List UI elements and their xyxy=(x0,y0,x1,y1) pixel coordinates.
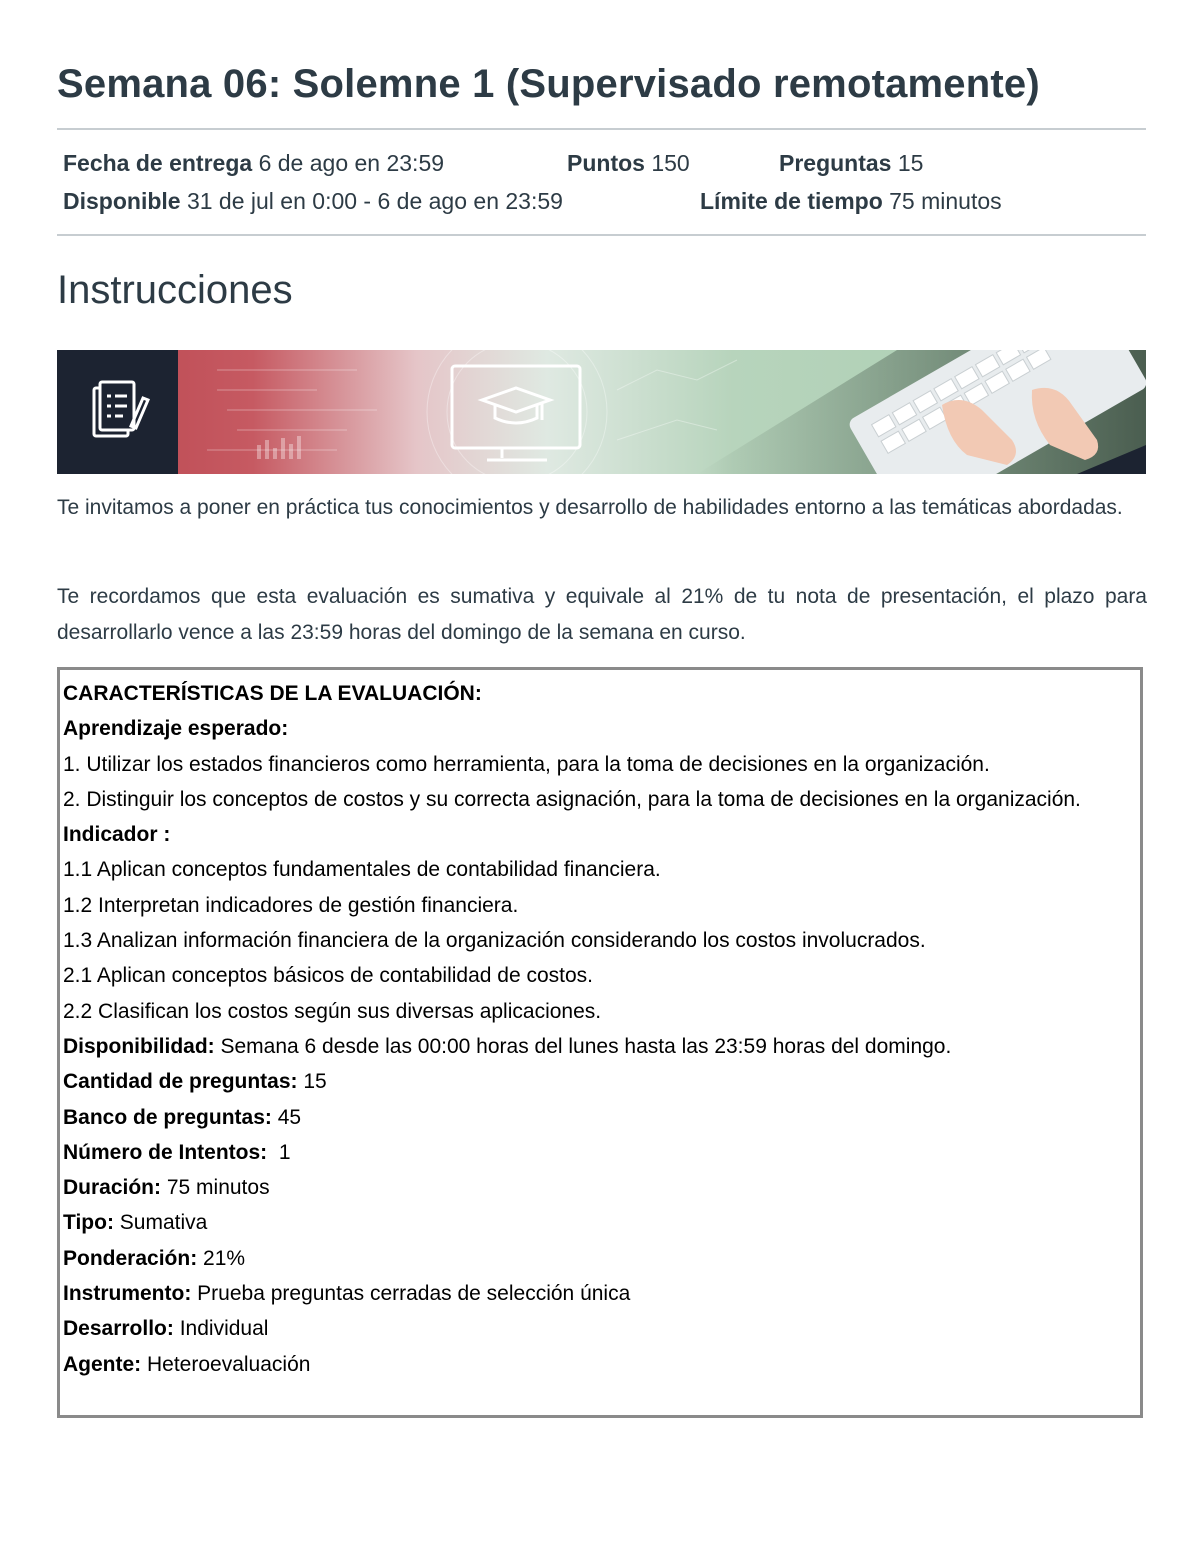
field-instrument xyxy=(63,1276,1134,1311)
field-value: Semana 6 desde las 00:00 horas del lunes hasta las 23:59 horas del domingo. xyxy=(214,1034,952,1058)
evaluation-characteristics-box xyxy=(57,667,1143,1418)
meta-divider xyxy=(57,234,1146,236)
field-value: Prueba preguntas cerradas de selección única xyxy=(191,1282,631,1306)
questions-value: 15 xyxy=(897,150,924,176)
field-question-bank xyxy=(63,1100,1134,1135)
banner-image xyxy=(57,350,1146,474)
field-type xyxy=(63,1205,1134,1240)
availability xyxy=(63,188,563,215)
field-availability xyxy=(63,1029,1134,1064)
indicator-item: 1.2 Interpretan indicadores de gestión financiera. xyxy=(63,893,519,917)
field-agent xyxy=(63,1347,1134,1382)
field-duration xyxy=(63,1170,1134,1205)
title-divider xyxy=(57,128,1146,130)
field-label: Número de Intentos: xyxy=(63,1140,268,1164)
points-value: 150 xyxy=(651,150,690,176)
card-heading xyxy=(63,676,1134,711)
indicator-item: 2.2 Clasifican los costos según sus diversas aplicaciones. xyxy=(63,999,602,1023)
time-limit-value: 75 minutos xyxy=(889,188,1002,214)
reminder-paragraph: Te recordamos que esta evaluación es sumativa y equivale al 21% de tu nota de presentación, el plazo para desarrollarlo vence a las 23:59 horas del domingo de la semana en curso. xyxy=(57,585,1147,644)
field-weighting xyxy=(63,1241,1134,1276)
field-value: Heteroevaluación xyxy=(141,1352,311,1376)
indicator-item: 1.1 Aplican conceptos fundamentales de contabilidad financiera. xyxy=(63,858,661,882)
instructions-heading: Instrucciones xyxy=(57,268,293,312)
field-label: Cantidad de preguntas: xyxy=(63,1070,298,1094)
indicator-label-text: Indicador : xyxy=(63,823,171,847)
points-label: Puntos xyxy=(567,150,645,176)
field-value: 1 xyxy=(267,1140,291,1164)
time-limit-label: Límite de tiempo xyxy=(700,188,883,214)
indicator-item: 2.1 Aplican conceptos básicos de contabilidad de costos. xyxy=(63,964,594,988)
points xyxy=(567,150,690,177)
field-label: Desarrollo: xyxy=(63,1317,174,1341)
learning-label xyxy=(63,711,1134,746)
due-date-label: Fecha de entrega xyxy=(63,150,253,176)
intro-paragraph: Te invitamos a poner en práctica tus conocimientos y desarrollo de habilidades entorno a las temáticas abordadas. xyxy=(57,496,1123,519)
field-label: Banco de preguntas: xyxy=(63,1105,272,1129)
field-label: Ponderación: xyxy=(63,1246,198,1270)
field-value: 21% xyxy=(197,1246,246,1270)
learning-item: 1. Utilizar los estados financieros como herramienta, para la toma de decisiones en la organización. xyxy=(63,752,990,776)
availability-label: Disponible xyxy=(63,188,181,214)
learning-item: 2. Distinguir los conceptos de costos y su correcta asignación, para la toma de decisiones en la organización. xyxy=(63,787,1081,811)
page-title: Semana 06: Solemne 1 (Supervisado remotamente) xyxy=(57,62,1040,106)
indicator-item: 1.3 Analizan información financiera de la organización considerando los costos involucrados. xyxy=(63,929,926,953)
indicator-label xyxy=(63,817,1134,852)
due-date xyxy=(63,150,444,177)
due-date-value: 6 de ago en 23:59 xyxy=(258,150,445,176)
field-label: Tipo: xyxy=(63,1211,114,1235)
field-value: 75 minutos xyxy=(161,1176,270,1200)
card-heading-text: CARACTERÍSTICAS DE LA EVALUACIÓN: xyxy=(63,682,482,705)
time-limit xyxy=(700,188,1002,215)
field-value: Individual xyxy=(173,1317,269,1341)
field-attempts xyxy=(63,1135,1134,1170)
field-label: Instrumento: xyxy=(63,1282,192,1306)
availability-value: 31 de jul en 0:00 - 6 de ago en 23:59 xyxy=(186,188,563,214)
field-value: 45 xyxy=(271,1105,302,1129)
field-label: Duración: xyxy=(63,1176,162,1200)
field-label: Agente: xyxy=(63,1352,142,1376)
field-development xyxy=(63,1311,1134,1346)
field-value: 15 xyxy=(297,1070,327,1094)
field-question-count xyxy=(63,1064,1134,1099)
questions-label: Preguntas xyxy=(779,150,892,176)
instructions-banner xyxy=(57,350,1146,474)
learning-label-text: Aprendizaje esperado: xyxy=(63,717,289,741)
field-label: Disponibilidad: xyxy=(63,1034,215,1058)
field-value: Sumativa xyxy=(113,1211,208,1235)
questions xyxy=(779,150,923,177)
